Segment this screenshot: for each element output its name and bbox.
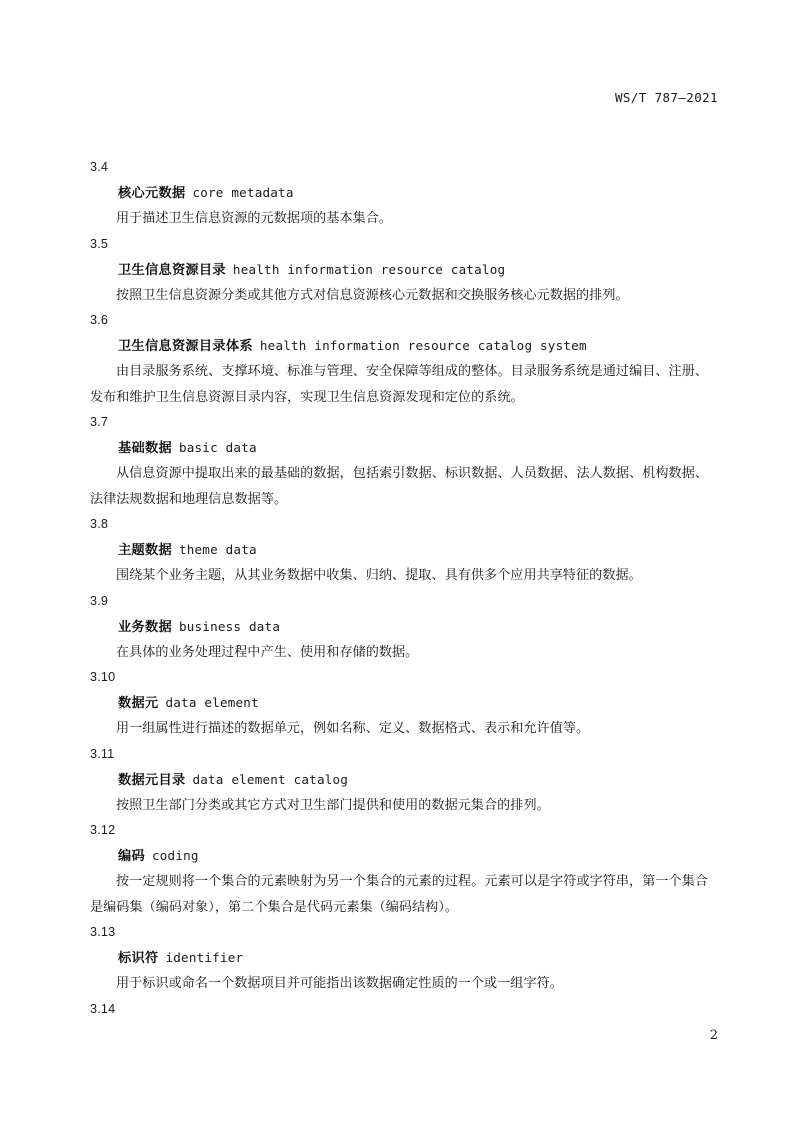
term-english: health information resource catalog system — [259, 338, 587, 353]
term-definition: 从信息资源中提取出来的最基础的数据，包括索引数据、标识数据、人员数据、法人数据、机构数据、法律法规数据和地理信息数据等。 — [90, 466, 708, 507]
term-english: core metadata — [192, 185, 294, 200]
term-line — [90, 537, 708, 563]
term-definition: 在具体的业务处理过程中产生、使用和存储的数据。 — [116, 644, 419, 660]
term-definition: 按一定规则将一个集合的元素映射为另一个集合的元素的过程。元素可以是字符或字符串，第一个集合是编码集（编码对象），第二个集合是代码元素集（编码结构）。 — [90, 874, 708, 915]
clause-entry — [90, 512, 708, 589]
term-chinese: 标识符 — [118, 950, 159, 965]
clause-entry — [90, 818, 708, 920]
clause-entry — [90, 742, 708, 819]
clause-number: 3.8 — [90, 517, 109, 531]
running-header — [90, 90, 718, 110]
term-definition: 用于描述卫生信息资源的元数据项的基本集合。 — [116, 211, 393, 226]
term-english: identifier — [165, 950, 244, 965]
clause-number: 3.13 — [90, 925, 116, 939]
clause-entry — [90, 308, 708, 410]
clause-number: 3.9 — [90, 593, 109, 608]
term-english: theme data — [178, 542, 257, 557]
term-line — [90, 767, 708, 793]
clause-number: 3.10 — [90, 670, 116, 684]
term-chinese: 基础数据 — [118, 440, 172, 455]
term-line — [90, 614, 708, 640]
clause-entry — [90, 410, 708, 512]
term-definition: 按照卫生信息资源分类或其他方式对信息资源核心元数据和交换服务核心元数据的排列。 — [116, 287, 629, 303]
document-body — [90, 155, 708, 1022]
term-line — [90, 257, 708, 283]
term-definition: 由目录服务系统、支撑环境、标准与管理、安全保障等组成的整体。目录服务系统是通过编目、注册、发布和维护卫生信息资源目录内容，实现卫生信息资源发现和定位的系统。 — [90, 364, 708, 405]
clause-number: 3.4 — [90, 160, 109, 174]
clause-number: 3.12 — [90, 823, 116, 837]
term-english: data element — [165, 695, 259, 710]
term-english: health information resource catalog — [232, 261, 506, 277]
clause-number: 3.5 — [90, 236, 109, 251]
clause-number: 3.11 — [90, 746, 115, 761]
trailing-clause-number: 3.14 — [90, 1001, 116, 1016]
term-chinese: 数据元目录 — [118, 771, 186, 787]
clause-entry — [90, 155, 708, 232]
clause-number: 3.7 — [90, 415, 109, 429]
term-line — [90, 945, 708, 971]
term-definition: 围绕某个业务主题，从其业务数据中收集、归纳、提取、具有供多个应用共享特征的数据。 — [116, 568, 642, 583]
term-line — [90, 843, 708, 869]
term-english: data element catalog — [192, 771, 349, 787]
term-definition: 用一组属性进行描述的数据单元，例如名称、定义、数据格式、表示和允许值等。 — [116, 721, 590, 736]
standard-number: WS/T 787—2021 — [614, 90, 718, 105]
term-chinese: 数据元 — [118, 695, 159, 710]
term-line — [90, 180, 708, 206]
term-chinese: 卫生信息资源目录 — [118, 261, 226, 277]
term-line — [90, 690, 708, 716]
term-chinese: 业务数据 — [118, 618, 172, 634]
clause-number: 3.6 — [90, 313, 109, 327]
clause-entry — [90, 232, 708, 309]
clause-entry — [90, 920, 708, 997]
term-english: basic data — [178, 440, 257, 455]
term-line — [90, 333, 708, 359]
clause-entry — [90, 589, 708, 666]
term-chinese: 主题数据 — [118, 542, 172, 557]
term-chinese: 核心元数据 — [118, 185, 186, 200]
term-english: business data — [178, 618, 281, 634]
term-definition: 按照卫生部门分类或其它方式对卫生部门提供和使用的数据元集合的排列。 — [116, 797, 550, 813]
term-chinese: 编码 — [118, 848, 145, 863]
clause-entry — [90, 665, 708, 742]
term-line — [90, 435, 708, 461]
term-english: coding — [151, 848, 199, 863]
page-number: 2 — [709, 1028, 718, 1043]
term-chinese: 卫生信息资源目录体系 — [118, 338, 253, 353]
clause-list — [90, 155, 708, 997]
page-footer — [90, 1028, 718, 1043]
term-definition: 用于标识或命名一个数据项目并可能指出该数据确定性质的一个或一组字符。 — [116, 976, 563, 991]
